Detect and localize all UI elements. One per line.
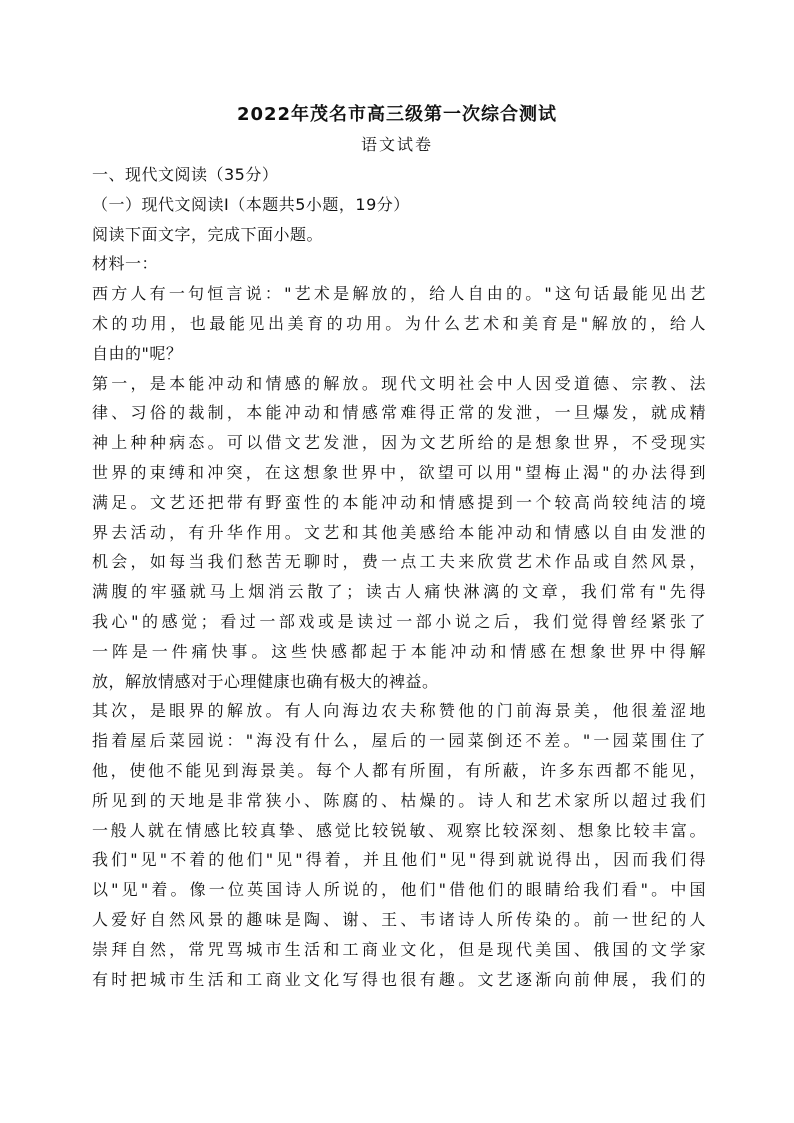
text-line: 律、习俗的裁制，本能冲动和情感常难得正常的发泄，一旦爆发，就成精 xyxy=(92,403,706,423)
text-line: 界去活动，有升华作用。文艺和其他美感给本能冲动和情感以自由发泄的 xyxy=(92,522,706,542)
text-line: 人爱好自然风景的趣味是陶、谢、王、韦诸诗人所传染的。前一世纪的人 xyxy=(92,909,706,929)
text-line: 满足。文艺还把带有野蛮性的本能冲动和情感提到一个较高尚较纯洁的境 xyxy=(92,492,706,512)
exam-title: 2022年茂名市高三级第一次综合测试 xyxy=(236,104,558,125)
text-line: 其次，是眼界的解放。有人向海边农夫称赞他的门前海景美，他很羞涩地 xyxy=(92,701,706,721)
text-line: 指着屋后菜园说："海没有什么，屋后的一园菜倒还不差。"一园菜围住了 xyxy=(92,731,706,751)
text-line: 一、现代文阅读（35分） xyxy=(92,165,279,184)
text-line: 以"见"着。像一位英国诗人所说的，他们"借他们的眼睛给我们看"。中国 xyxy=(92,880,706,900)
text-line: 我们"见"不着的他们"见"得着，并且他们"见"得到就说得出，因而我们得 xyxy=(92,850,706,870)
text-line: 所见到的天地是非常狭小、陈腐的、枯燥的。诗人和艺术家所以超过我们 xyxy=(92,790,706,810)
exam-subtitle: 语文试卷 xyxy=(360,135,433,154)
document-body xyxy=(92,160,706,994)
text-line: 机会，如每当我们愁苦无聊时，费一点工夫来欣赏艺术作品或自然风景， xyxy=(92,552,706,572)
text-line: 满腹的牢骚就马上烟消云散了；读古人痛快淋漓的文章，我们常有"先得 xyxy=(92,582,706,602)
text-line: 有时把城市生活和工商业文化写得也很有趣。文艺逐渐向前伸展，我们的 xyxy=(92,969,706,989)
text-line: （一）现代文阅读Ⅰ（本题共5小题，19分） xyxy=(92,194,410,214)
text-line: 一般人就在情感比较真挚、感觉比较锐敏、观察比较深刻、想象比较丰富。 xyxy=(92,820,706,840)
text-line: 放，解放情感对于心理健康也确有极大的裨益。 xyxy=(92,671,439,691)
text-line: 材料一： xyxy=(92,254,159,274)
text-line: 自由的"呢？ xyxy=(92,343,183,363)
text-line: 我心"的感觉；看过一部戏或是读过一部小说之后，我们觉得曾经紧张了 xyxy=(92,611,706,631)
text-line: 第一，是本能冲动和情感的解放。现代文明社会中人因受道德、宗教、法 xyxy=(92,373,706,393)
text-line: 一阵是一件痛快事。这些快感都起于本能冲动和情感在想象世界中得解 xyxy=(92,641,706,661)
text-line: 术的功用，也最能见出美育的功用。为什么艺术和美育是"解放的，给人 xyxy=(92,313,706,333)
text-line: 崇拜自然，常咒骂城市生活和工商业文化，但是现代美国、俄国的文学家 xyxy=(92,939,706,959)
text-line: 阅读下面文字，完成下面小题。 xyxy=(92,224,324,244)
text-line: 西方人有一句恒言说："艺术是解放的，给人自由的。"这句话最能见出艺 xyxy=(92,284,706,304)
text-line: 神上种种病态。可以借文艺发泄，因为文艺所给的是想象世界，不受现实 xyxy=(92,433,706,453)
text-line: 世界的束缚和冲突，在这想象世界中，欲望可以用"望梅止渴"的办法得到 xyxy=(92,462,706,482)
text-line: 他，使他不能见到海景美。每个人都有所囿，有所蔽，许多东西都不能见， xyxy=(92,760,706,780)
